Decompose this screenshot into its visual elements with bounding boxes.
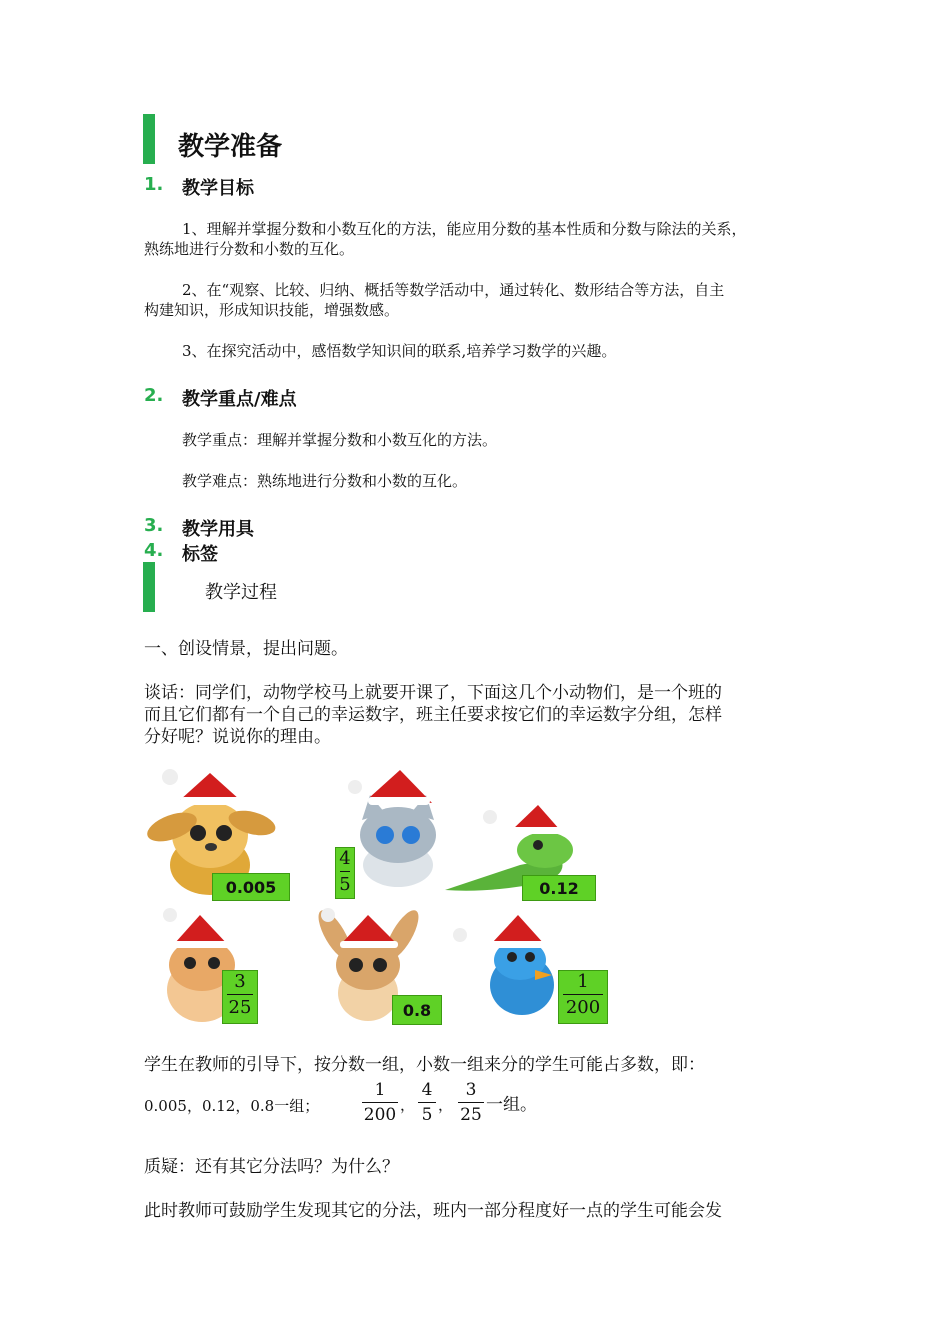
last-paragraph: 此时教师可鼓励学生发现其它的分法，班内一部分程度好一点的学生可能会发: [144, 1201, 722, 1221]
item-number: 1.: [144, 174, 164, 195]
hamster-label: [222, 970, 258, 1024]
goal-line: 3、在探究活动中，感悟数学知识间的联系,培养学习数学的兴趣。: [182, 342, 617, 360]
key-point: 教学重点：理解并掌握分数和小数互化的方法。: [182, 431, 498, 449]
fraction-bar: [458, 1102, 484, 1103]
difficulty: 教学难点：熟练地进行分数和小数的互化。: [182, 472, 468, 490]
fraction-3-25: [458, 1081, 484, 1124]
bird-label: [558, 970, 608, 1024]
item-number: 4.: [144, 540, 164, 561]
group-decimal: 0.005，0.12，0.8一组；: [144, 1097, 320, 1115]
after-paragraph: 学生在教师的引导下，按分数一组，小数一组来分的学生可能占多数，即：: [144, 1055, 705, 1075]
talk-line: 谈话：同学们，动物学校马上就要开课了，下面这几个小动物们，是一个班的: [144, 683, 722, 703]
goal-line: 2、在“观察、比较、归纳、概括等数学活动中，通过转化、数形结合等方法，自主: [182, 281, 725, 299]
fraction-bar: [418, 1102, 436, 1103]
step-heading: 一、创设情景，提出问题。: [144, 639, 348, 659]
dog-label: 0.005: [212, 873, 290, 901]
item-title: 教学目标: [182, 178, 254, 199]
section-accent-bar: [143, 114, 155, 164]
talk-line: 而且它们都有一个自己的幸运数字，班主任要求按它们的幸运数字分组，怎样: [144, 705, 722, 725]
fraction-denominator: 5: [339, 874, 351, 895]
item-title: 教学重点/难点: [182, 389, 297, 410]
fraction-numerator: 1: [374, 1080, 386, 1100]
talk-line: 分好呢？说说你的理由。: [144, 727, 331, 747]
group-end: 一组。: [486, 1095, 537, 1115]
fraction-numerator: 4: [339, 848, 351, 869]
goal-line: 熟练地进行分数和小数的互化。: [144, 240, 355, 258]
item-title: 标签: [182, 544, 218, 565]
fraction-4-5: [418, 1081, 436, 1124]
fraction-denominator: 200: [363, 1105, 397, 1125]
section-accent-bar: [143, 562, 155, 612]
fraction-bar: [563, 994, 603, 995]
fraction-denominator: 25: [460, 1105, 482, 1125]
fraction-numerator: 4: [421, 1080, 433, 1100]
item-number: 3.: [144, 515, 164, 536]
animals-illustration: [140, 765, 610, 1030]
fraction-bar: [340, 871, 350, 872]
question: 质疑：还有其它分法吗？为什么？: [144, 1157, 399, 1177]
comma: ，: [438, 1096, 454, 1114]
fraction-denominator: 25: [228, 997, 252, 1018]
cat-icon: [348, 770, 436, 887]
cat-label: [335, 847, 355, 899]
section-title: 教学准备: [178, 132, 283, 162]
bird-icon: [453, 915, 554, 1015]
fraction-bar: [227, 994, 253, 995]
fraction-numerator: 1: [577, 971, 589, 992]
item-title: 教学用具: [182, 519, 254, 540]
fraction-numerator: 3: [465, 1080, 477, 1100]
fraction-bar: [362, 1102, 398, 1103]
fraction-denominator: 200: [565, 997, 601, 1018]
rabbit-label: 0.8: [392, 995, 442, 1025]
fraction-denominator: 5: [421, 1105, 433, 1125]
goal-line: 1、理解并掌握分数和小数互化的方法，能应用分数的基本性质和分数与除法的关系，: [182, 220, 747, 238]
comma: ，: [400, 1096, 416, 1114]
fraction-numerator: 3: [234, 971, 246, 992]
item-number: 2.: [144, 385, 164, 406]
fraction-1-200: [362, 1081, 398, 1124]
lizard-label: 0.12: [522, 875, 596, 901]
goal-line: 构建知识，形成知识技能，增强数感。: [144, 301, 400, 319]
section-title: 教学过程: [205, 582, 277, 603]
